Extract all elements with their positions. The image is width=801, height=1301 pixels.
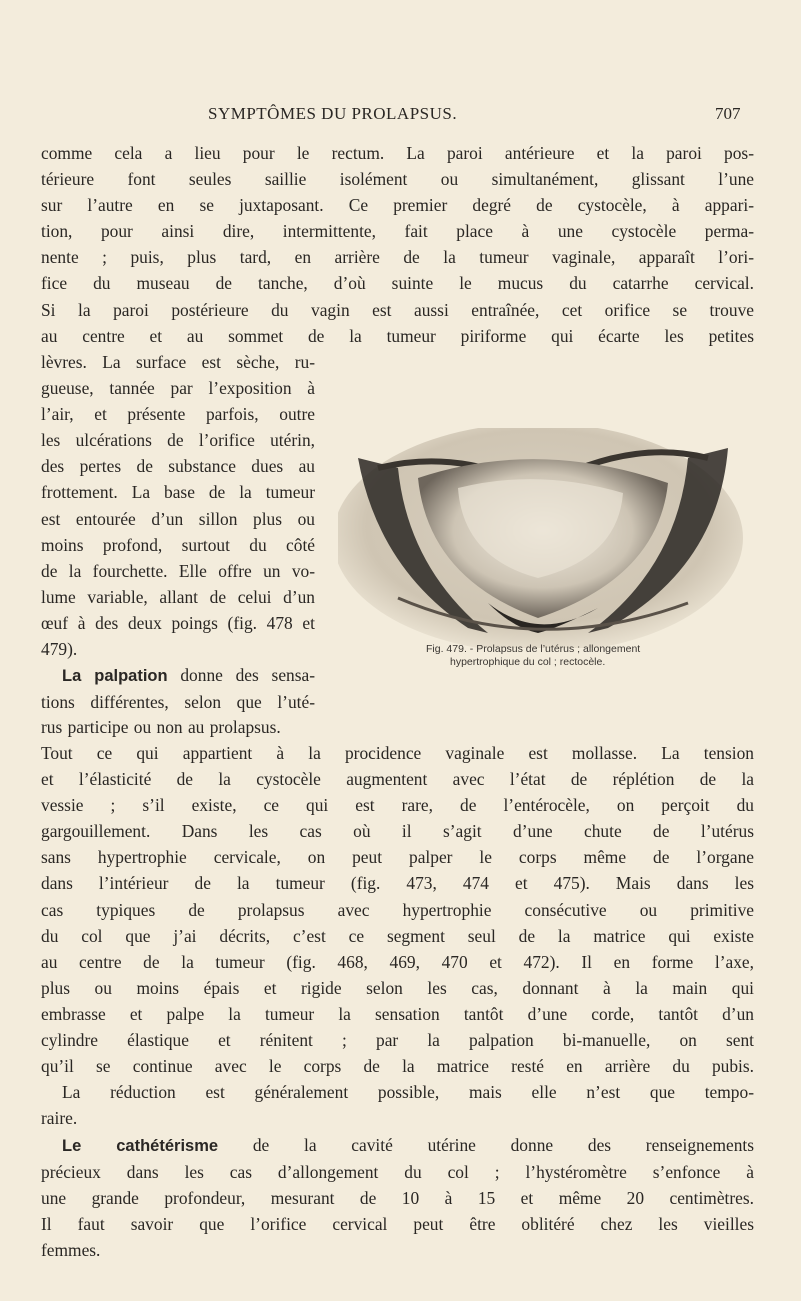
text-line: embrasse et palpe la tumeur la sensation tantôt d’une corde, tantôt d’un [41,1003,754,1024]
caption-line: hypertrophique du col ; rectocèle. [450,655,606,668]
text-run: donne des sensa- [167,665,316,685]
bold-term-catheterisme: Le cathétérisme [62,1137,219,1155]
paragraph-2-full-width [41,740,754,1131]
text-line: est entourée d’un sillon plus ou [41,508,315,529]
text-line: précieux dans les cas d’allongement du col ; l’hystéromètre s’enfonce à [41,1162,754,1183]
text-line: tions différentes, selon que l’uté- [41,692,315,713]
text-line: Tout ce qui appartient à la procidence vaginale est mollasse. La tension [41,743,754,763]
text-line [41,662,315,689]
paragraph-1-full-width [41,140,754,349]
text-line: qu’il se continue avec le corps de la matrice resté en arrière du pubis. [41,1056,754,1077]
text-line: La réduction est généralement possible, mais elle n’est que tempo- [62,1082,754,1103]
text-line: au centre et au sommet de la tumeur piriforme qui écarte les petites [41,325,754,346]
text-line: sans hypertrophie cervicale, on peut palper le corps même de l’organe [41,847,754,868]
text-line: frottement. La base de la tumeur [41,482,315,503]
text-line: du col que j’ai décrits, c’est ce segment seul de la matrice qui existe [41,925,754,946]
paragraph-2-line-3 [41,714,361,740]
text-line: plus ou moins épais et rigide selon les cas, donnant à la main qui [41,977,754,998]
caption-line: Fig. 479. - Prolapsus de l’utérus ; allongement [426,643,641,655]
text-line: gargouillement. Dans les cas où il s’agit d’une chute de l’utérus [41,821,754,842]
text-line: raire. [41,1108,78,1129]
text-line: comme cela a lieu pour le rectum. La paroi antérieure et la paroi pos- [41,143,754,163]
text-line: de la fourchette. Elle offre un vo- [41,560,315,581]
figure-caption [328,643,798,668]
figure-479 [328,428,798,674]
text-line: 479). [41,639,78,660]
text-line: nente ; puis, plus tard, en arrière de la tumeur vaginale, apparaît l’ori- [41,247,754,268]
text-run: de la cavité utérine donne des renseignements [218,1135,754,1155]
text-line: femmes. [41,1240,101,1261]
paragraph-1-narrow [41,349,315,662]
running-head: SYMPTÔMES DU PROLAPSUS. [208,104,458,123]
text-line: lèvres. La surface est sèche, ru- [41,352,315,372]
text-line: gueuse, tannée par l’exposition à [41,378,315,399]
bold-term-palpation: La palpation [62,667,168,685]
text-line: térieure font seules saillie isolément ou simultanément, glissant l’une [41,169,754,190]
text-line: moins profond, surtout du côté [41,534,315,555]
text-line: sur l’autre en se juxtaposant. Ce premier degré de cystocèle, à appari- [41,195,754,216]
text-line: vessie ; s’il existe, ce qui est rare, de l’entérocèle, on perçoit du [41,795,754,816]
text-line [41,1132,754,1159]
paragraph-3 [41,1132,754,1263]
text-line: œuf à des deux poings (fig. 478 et [41,612,315,633]
text-line: les ulcérations de l’orifice utérin, [41,430,315,451]
text-line: fice du museau de tanche, d’où suinte le mucus du catarrhe cervical. [41,273,754,294]
text-line: cylindre élastique et rénitent ; par la palpation bi-manuelle, on sent [41,1030,754,1051]
text-line: Il faut savoir que l’orifice cervical peut être oblitéré chez les vieilles [41,1214,754,1235]
text-line: une grande profondeur, mesurant de 10 à 15 et même 20 centimètres. [41,1188,754,1209]
figure-illustration [338,428,748,648]
text-line: tion, pour ainsi dire, intermittente, fait place à une cystocèle perma- [41,221,754,242]
text-line: lume variable, allant de celui d’un [41,586,315,607]
text-line: des pertes de substance dues au [41,456,315,477]
text-line: au centre de la tumeur (fig. 468, 469, 470 et 472). Il en forme l’axe, [41,951,754,972]
paragraph-2-narrow [41,662,315,715]
text-line: dans l’intérieur de la tumeur (fig. 473, 474 et 475). Mais dans les [41,873,754,894]
text-line: l’air, et présente parfois, outre [41,404,315,425]
text-line: cas typiques de prolapsus avec hypertrophie consécutive ou primitive [41,899,754,920]
page-number: 707 [715,104,741,123]
page-header [0,100,801,128]
text-line: Si la paroi postérieure du vagin est aussi entraînée, cet orifice se trouve [41,299,754,320]
text-line: et l’élasticité de la cystocèle augmentent avec l’état de réplétion de la [41,769,754,790]
text-line: rus participe ou non au prolapsus. [41,717,281,737]
